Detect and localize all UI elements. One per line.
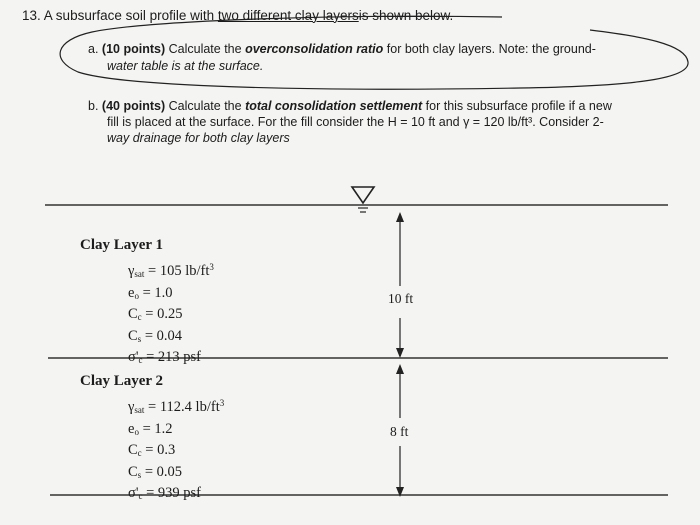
clay-layer-1-title: Clay Layer 1	[80, 237, 164, 253]
clay-layer-2-cs: $C_s = 0.05$	[128, 463, 182, 480]
clay-layer-1-void-ratio: $e_o = 1.0$	[128, 284, 173, 301]
water-table-icon	[352, 187, 374, 212]
clay-layer-1-cc: $C_c = 0.25$	[128, 306, 183, 322]
question-intro: A subsurface soil profile with	[43, 8, 218, 23]
part-a-line-2: water table is at the surface.	[107, 59, 264, 73]
clay-layer-2-gamma: $\gamma_{sat} = 112.4$ $lb/ft^3$	[128, 398, 225, 415]
clay-layer-1-gamma: $\gamma_{sat} = 105$ $lb/ft^3$	[128, 262, 214, 279]
part-b-points: (40 points)	[101, 99, 166, 113]
part-b-emphasis: total consolidation settlement	[245, 99, 423, 113]
clay-layer-2-cc: $C_c = 0.3$	[128, 442, 176, 458]
part-a-text-1: Calculate the	[168, 42, 242, 56]
clay-layer-1-cs: $C_s = 0.04$	[128, 327, 182, 344]
part-b-text-2: for this subsurface profile if a new	[425, 99, 612, 113]
part-a-text-2: for both clay layers. Note: the ground-	[386, 42, 596, 56]
part-a-label: a.	[88, 42, 99, 56]
part-b-text-1: Calculate the	[168, 99, 242, 113]
clay-layer-2-preconsolidation: $\sigma'_c = 939$ psf	[128, 485, 201, 501]
question-number: 13.	[22, 8, 41, 23]
clay-layer-2-thickness: 8 ft	[390, 424, 409, 439]
clay-layer-2-properties	[128, 394, 224, 506]
part-b-label: b.	[88, 99, 99, 113]
clay-layer-1-properties	[128, 258, 214, 370]
part-a-points: (10 points)	[101, 42, 166, 56]
part-b-line-2: fill is placed at the surface. For the fill consider the H = 10 ft and γ = 120 lb/ft³. Consider 2-	[107, 115, 604, 129]
clay-layer-1-preconsolidation: $\sigma'_c = 213$ psf	[128, 349, 201, 365]
clay-layer-1-thickness: 10 ft	[388, 291, 414, 306]
part-b-line-3: way drainage for both clay layers	[107, 131, 290, 145]
dimension-arrow-layer-1	[396, 212, 404, 358]
clay-layer-2-title: Clay Layer 2	[80, 373, 164, 389]
part-a-emphasis: overconsolidation ratio	[245, 42, 384, 56]
clay-layer-2-void-ratio: $e_o = 1.2$	[128, 420, 173, 437]
question-intro-struck: is shown below.	[358, 8, 454, 23]
question-intro-underlined: two different clay layers	[217, 8, 359, 23]
hand-drawn-oval	[60, 16, 688, 89]
